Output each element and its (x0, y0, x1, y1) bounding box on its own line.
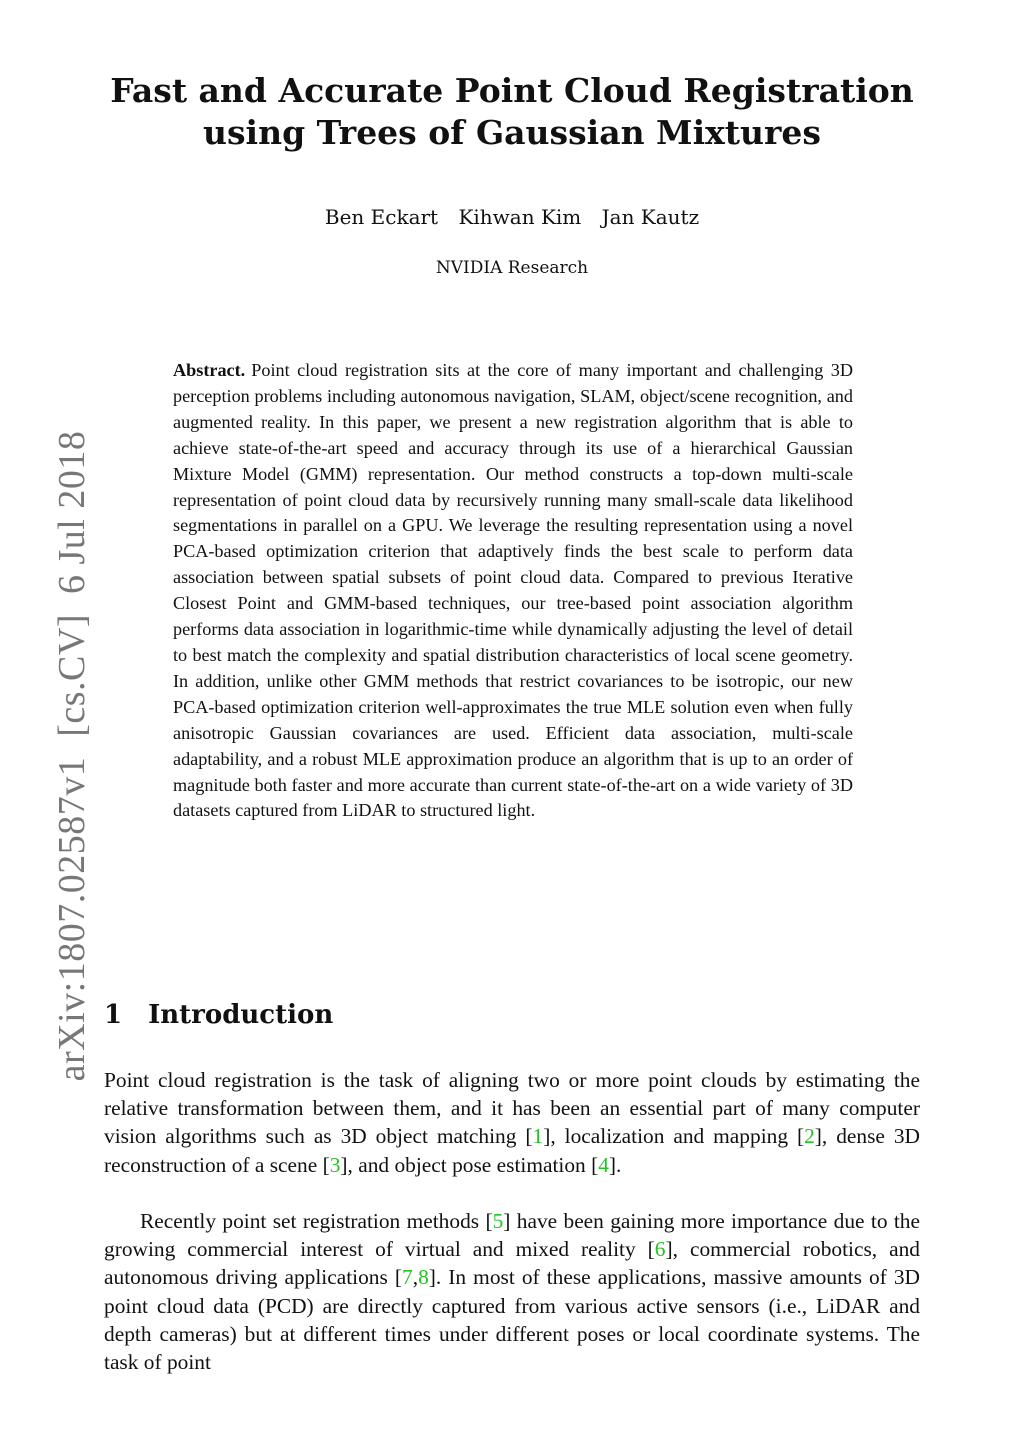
intro-paragraph-2: Recently point set registration methods [5] have been gaining more importance due to the growing commercial interest of virtual and mixed reality [6], commercial robotics, and autonomous driving applications [7,8]. In most of these applications, massive amounts of 3D point cloud data (PCD) are directly captured from various active sensors (i.e., LiDAR and depth cameras) but at different times under different poses or local coordinate systems. The task of point (104, 1209, 921, 1375)
citation-link[interactable]: 3 (329, 1152, 341, 1177)
abstract (173, 358, 853, 824)
arxiv-identifier-stamp (50, 431, 94, 1082)
section-heading-introduction (104, 1000, 333, 1030)
citation-link[interactable]: 7 (402, 1265, 413, 1290)
paragraph-text: Point cloud registration is the task of aligning two or more point clouds by estimating the relative transformation between them, and it has been an essential part of many computer vision algorithms such as 3D object matching (104, 1068, 920, 1149)
abstract-label: Abstract. (173, 360, 246, 380)
intro-paragraph-1: Point cloud registration is the task of aligning two or more point clouds by estimating the relative transformation between them, and it has been an essential part of many computer vision algorithms such as 3D object matching [1], localization and mapping [2], dense 3D reconstruction of a scene [3], and object pose estimation [4]. (104, 1068, 920, 1177)
arxiv-stamp-text: arXiv:1807.02587v1 [cs.CV] 6 Jul 2018 (51, 430, 93, 1082)
affiliation: NVIDIA Research (435, 258, 589, 278)
paper-title (80, 70, 944, 154)
citation-link[interactable]: 5 (492, 1209, 504, 1233)
paragraph-text: , localization and mapping (550, 1124, 797, 1149)
abstract-text: Point cloud registration sits at the core of many important and challenging 3D perception problems including autonomous navigation, SLAM, object/scene recognition, and augmented reality. In this paper, we present a new registration algorithm that is able to achieve state-of-the-art speed and accuracy through its use of a hierarchical Gaussian Mixture Model (GMM) representation. Our method constructs a top-down multi-scale representation of point cloud data by recursively running many small-scale data likelihood segmentations in parallel on a GPU. We leverage the resulting representation using a novel PCA-based optimization criterion that adaptively finds the best scale to perform data association between spatial subsets of point cloud data. Compared to previous Iterative Closest Point and GMM-based techniques, our tree-based point association algorithm performs data association in logarithmic-time while dynamically adjusting the level of detail to best match the complexity and spatial distribution characteristics of local scene geometry. In addition, unlike other GMM methods that restrict covariances to be isotropic, our new PCA-based optimization criterion well-approximates the true MLE solution even when fully anisotropic Gaussian covariances are used. Efficient data association, multi-scale adaptability, and a robust MLE approximation produce an algorithm that is up to an order of magnitude both faster and more accurate than current state-of-the-art on a wide variety of 3D datasets captured from LiDAR to structured light. (173, 360, 853, 821)
paragraph-text: , and object pose estimation (347, 1152, 592, 1177)
title-line-2: using Trees of Gaussian Mixtures (202, 113, 821, 152)
author-list (0, 205, 1024, 229)
title-line-1: Fast and Accurate Point Cloud Registration (110, 71, 914, 110)
paragraph-text: , dense 3D reconstruction of a scene (104, 1124, 920, 1177)
paragraph-text: Recently point set registration methods (140, 1209, 486, 1233)
citation-link[interactable]: 1 (532, 1124, 544, 1149)
paragraph-text: . (616, 1152, 622, 1177)
author-name: Kihwan Kim (458, 205, 582, 229)
citation-link[interactable]: 4 (598, 1152, 609, 1177)
paragraph-text: . In most of these applications, massive amounts of 3D point cloud data (PCD) are directly captured from various active sensors (i.e., LiDAR and depth cameras) but at different times under different poses or local coordinate systems. The task of point (104, 1265, 920, 1375)
paragraph-text: have been gaining more importance due to the growing commercial interest of virtual and mixed reality (104, 1209, 920, 1262)
citation-link[interactable]: 6 (654, 1237, 666, 1262)
author-name: Ben Eckart (324, 205, 439, 229)
citation-link[interactable]: 2 (804, 1124, 815, 1149)
paragraph-text: , commercial robotics, and autonomous driving applications (104, 1237, 921, 1290)
section-number: 1 (104, 1000, 123, 1030)
citation-link[interactable]: 8 (418, 1265, 429, 1290)
section-title: Introduction (148, 1000, 334, 1030)
author-name: Jan Kautz (601, 205, 700, 229)
